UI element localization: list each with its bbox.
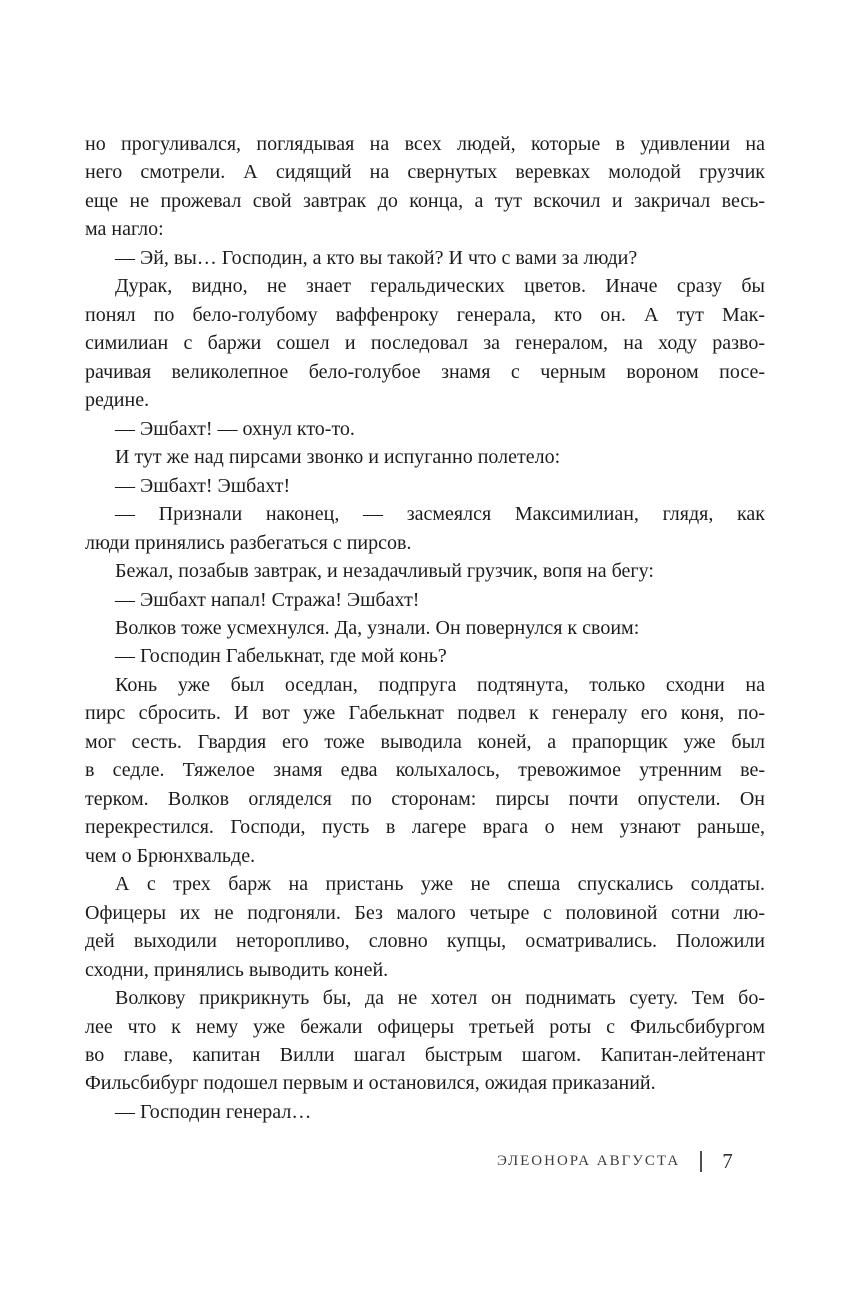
text-line: — Господин Габелькнат, где мой конь? xyxy=(115,645,447,668)
text-line: пирс сбросить. И вот уже Габелькнат подвел к генералу его коня, по- xyxy=(85,702,765,725)
text-line: терком. Волков огляделся по сторонам: пирсы почти опустели. Он xyxy=(85,787,765,810)
text-line: Бежал, позабыв завтрак, и незадачливый грузчик, вопя на бегу: xyxy=(115,560,654,583)
text-line: И тут же над пирсами звонко и испуганно полетело: xyxy=(115,446,561,469)
text-line: — Эй, вы… Господин, а кто вы такой? И что с вами за люди? xyxy=(115,246,638,269)
text-line: Волков тоже усмехнулся. Да, узнали. Он повернулся к своим: xyxy=(115,616,640,639)
running-title: ЭЛЕОНОРА АВГУСТА xyxy=(497,1152,681,1169)
text-line: дей выходили неторопливо, словно купцы, осматривались. Положили xyxy=(85,930,765,953)
footer-divider xyxy=(700,1151,702,1172)
text-line: А с трех барж на пристань уже не спеша спускались солдаты. xyxy=(115,873,765,896)
text-line: — Эшбахт! — охнул кто-то. xyxy=(115,417,355,440)
text-line: — Господин генерал… xyxy=(115,1100,312,1123)
text-line: чем о Брюнхвальде. xyxy=(85,844,256,867)
page-text-block xyxy=(85,130,765,1126)
text-line: ма нагло: xyxy=(85,218,164,241)
text-line: — Эшбахт! Эшбахт! xyxy=(115,474,291,497)
text-line: Волкову прикрикнуть бы, да не хотел он поднимать суету. Тем бо- xyxy=(115,987,765,1010)
text-line: рачивая великолепное бело-голубое знамя с черным вороном посе- xyxy=(85,360,765,383)
text-line: редине. xyxy=(85,389,150,412)
text-line: сходни, принялись выводить коней. xyxy=(85,958,389,981)
text-line: Конь уже был оседлан, подпруга подтянута, только сходни на xyxy=(115,673,765,696)
text-line: люди принялись разбегаться с пирсов. xyxy=(85,531,412,554)
text-line: в седле. Тяжелое знамя едва колыхалось, тревожимое утренним ве- xyxy=(85,759,765,782)
text-line: перекрестился. Господи, пусть в лагере врага о нем узнают раньше, xyxy=(85,816,765,839)
text-line: симилиан с баржи сошел и последовал за генералом, на ходу разво- xyxy=(85,332,765,355)
text-line: Фильсбибург подошел первым и остановился, ожидая приказаний. xyxy=(85,1072,656,1095)
text-line: него смотрели. А сидящий на свернутых веревках молодой грузчик xyxy=(85,161,765,184)
text-line: — Эшбахт напал! Стража! Эшбахт! xyxy=(115,588,420,611)
text-line: но прогуливался, поглядывая на всех людей, которые в удивлении на xyxy=(85,133,765,155)
text-line: понял по бело-голубому ваффенроку генерала, кто он. А тут Мак- xyxy=(85,303,765,326)
page-number: 7 xyxy=(722,1148,733,1173)
text-line: лее что к нему уже бежали офицеры третьей роты с Фильсбибургом xyxy=(85,1015,765,1038)
text-line: мог сесть. Гвардия его тоже выводила коней, а прапорщик уже был xyxy=(85,730,765,753)
page-footer xyxy=(497,1148,733,1174)
text-line: Офицеры их не подгоняли. Без малого четыре с половиной сотни лю- xyxy=(85,901,765,924)
text-line: — Признали наконец, — засмеялся Максимилиан, глядя, как xyxy=(115,503,765,526)
text-line: еще не прожевал свой завтрак до конца, а тут вскочил и закричал весь- xyxy=(85,189,765,212)
text-line: во главе, капитан Вилли шагал быстрым шагом. Капитан-лейтенант xyxy=(85,1044,765,1066)
text-line: Дурак, видно, не знает геральдических цветов. Иначе сразу бы xyxy=(115,275,765,298)
